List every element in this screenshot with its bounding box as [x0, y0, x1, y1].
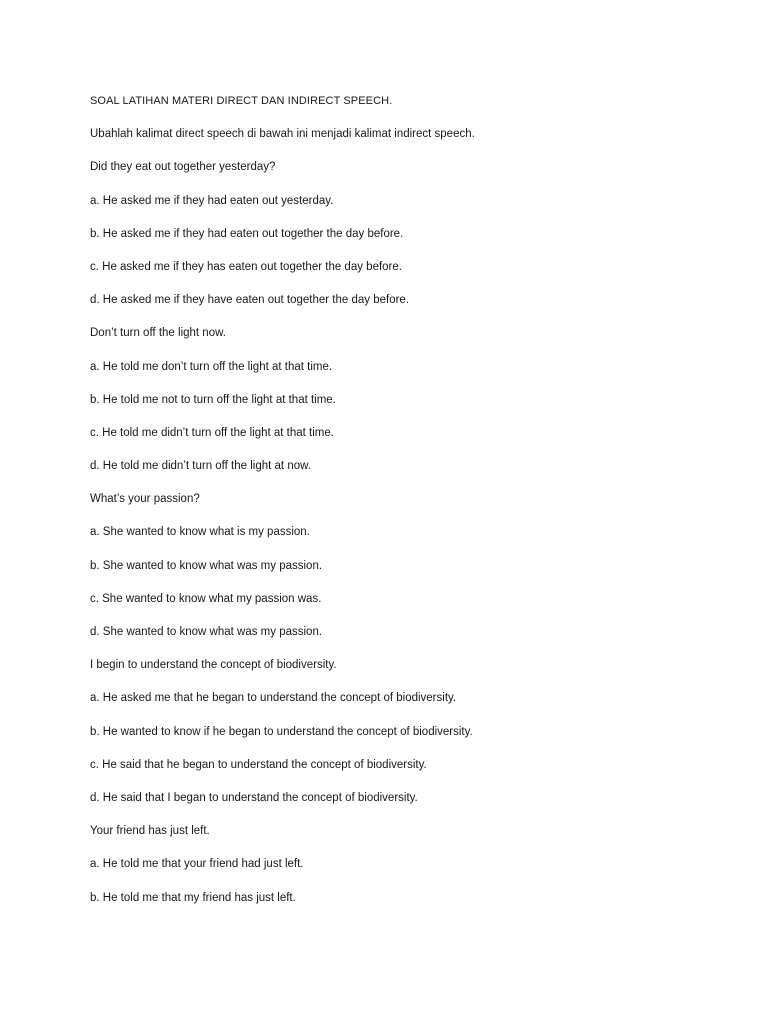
document-body [90, 93, 710, 923]
question-3-option-b: b. She wanted to know what was my passion. [90, 559, 323, 572]
question-1-option-b: b. He asked me if they had eaten out together the day before. [90, 227, 404, 240]
question-3-option-a: a. She wanted to know what is my passion. [90, 526, 310, 539]
question-3-option-d: d. She wanted to know what was my passion. [90, 626, 323, 638]
question-3-prompt: What’s your passion? [90, 493, 200, 506]
question-4-option-b: b. He wanted to know if he began to understand the concept of biodiversity. [90, 725, 473, 738]
question-4-option-d: d. He said that I began to understand the concept of biodiversity. [90, 791, 418, 804]
question-1-option-c: c. He asked me if they has eaten out together the day before. [90, 260, 402, 273]
question-4-option-a: a. He asked me that he began to understand the concept of biodiversity. [90, 692, 457, 705]
question-2-option-d: d. He told me didn’t turn off the light at now. [90, 460, 311, 473]
question-4-option-c: c. He said that he began to understand the concept of biodiversity. [90, 758, 427, 771]
question-5-option-a: a. He told me that your friend had just left. [90, 858, 304, 871]
question-2-option-c: c. He told me didn’t turn off the light at that time. [90, 426, 334, 439]
question-2-prompt: Don’t turn off the light now. [90, 327, 226, 340]
question-2-option-a: a. He told me don’t turn off the light at that time. [90, 360, 333, 373]
question-5-prompt: Your friend has just left. [90, 825, 210, 838]
question-5-option-b: b. He told me that my friend has just left. [90, 891, 296, 904]
instruction-text: Ubahlah kalimat direct speech di bawah ini menjadi kalimat indirect speech. [90, 128, 475, 141]
question-2-option-b: b. He told me not to turn off the light at that time. [90, 393, 336, 406]
question-3-option-c: c. She wanted to know what my passion was. [90, 592, 322, 605]
question-4-prompt: I begin to understand the concept of biodiversity. [90, 659, 337, 672]
question-1-option-d: d. He asked me if they have eaten out together the day before. [90, 294, 410, 307]
document-title: SOAL LATIHAN MATERI DIRECT DAN INDIRECT SPEECH. [90, 95, 393, 107]
question-1-option-a: a. He asked me if they had eaten out yesterday. [90, 194, 334, 207]
question-1-prompt: Did they eat out together yesterday? [90, 161, 276, 174]
